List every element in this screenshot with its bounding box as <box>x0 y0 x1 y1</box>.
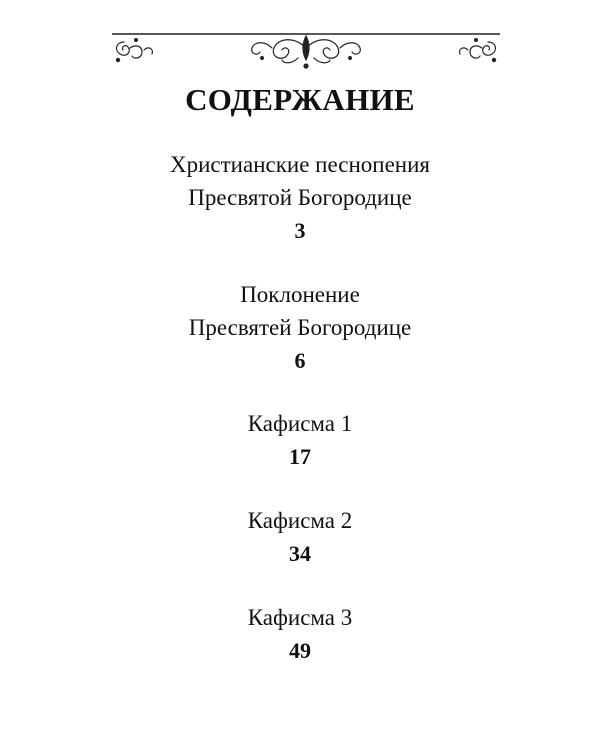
toc-entry-page-number: 17 <box>289 444 311 469</box>
toc-entry-title-line: Кафисма 1 <box>247 411 353 436</box>
toc-entry <box>0 148 600 248</box>
toc-entry-page-number: 3 <box>294 218 306 243</box>
toc-entry <box>0 278 600 378</box>
toc-entry <box>0 601 600 668</box>
toc-entry-title-line: Христианские песнопения <box>170 152 430 177</box>
toc-entry-title-line: Поклонение <box>240 282 360 307</box>
toc-entry-page-number: 6 <box>294 348 306 373</box>
toc-entry-page-number: 49 <box>289 638 311 663</box>
toc-entry-title-line: Кафисма 3 <box>247 605 353 630</box>
toc-entry-title-line: Пресвятей Богородице <box>188 315 412 340</box>
toc-entry-page-number: 34 <box>289 541 311 566</box>
toc-entry <box>0 504 600 571</box>
flourish-ornament-icon <box>112 28 500 72</box>
page-title: СОДЕРЖАНИЕ <box>185 82 415 117</box>
toc-entry-title-line: Кафисма 2 <box>247 508 353 533</box>
toc-entry <box>0 407 600 474</box>
toc-entry-title-line: Пресвятой Богородице <box>188 185 412 210</box>
